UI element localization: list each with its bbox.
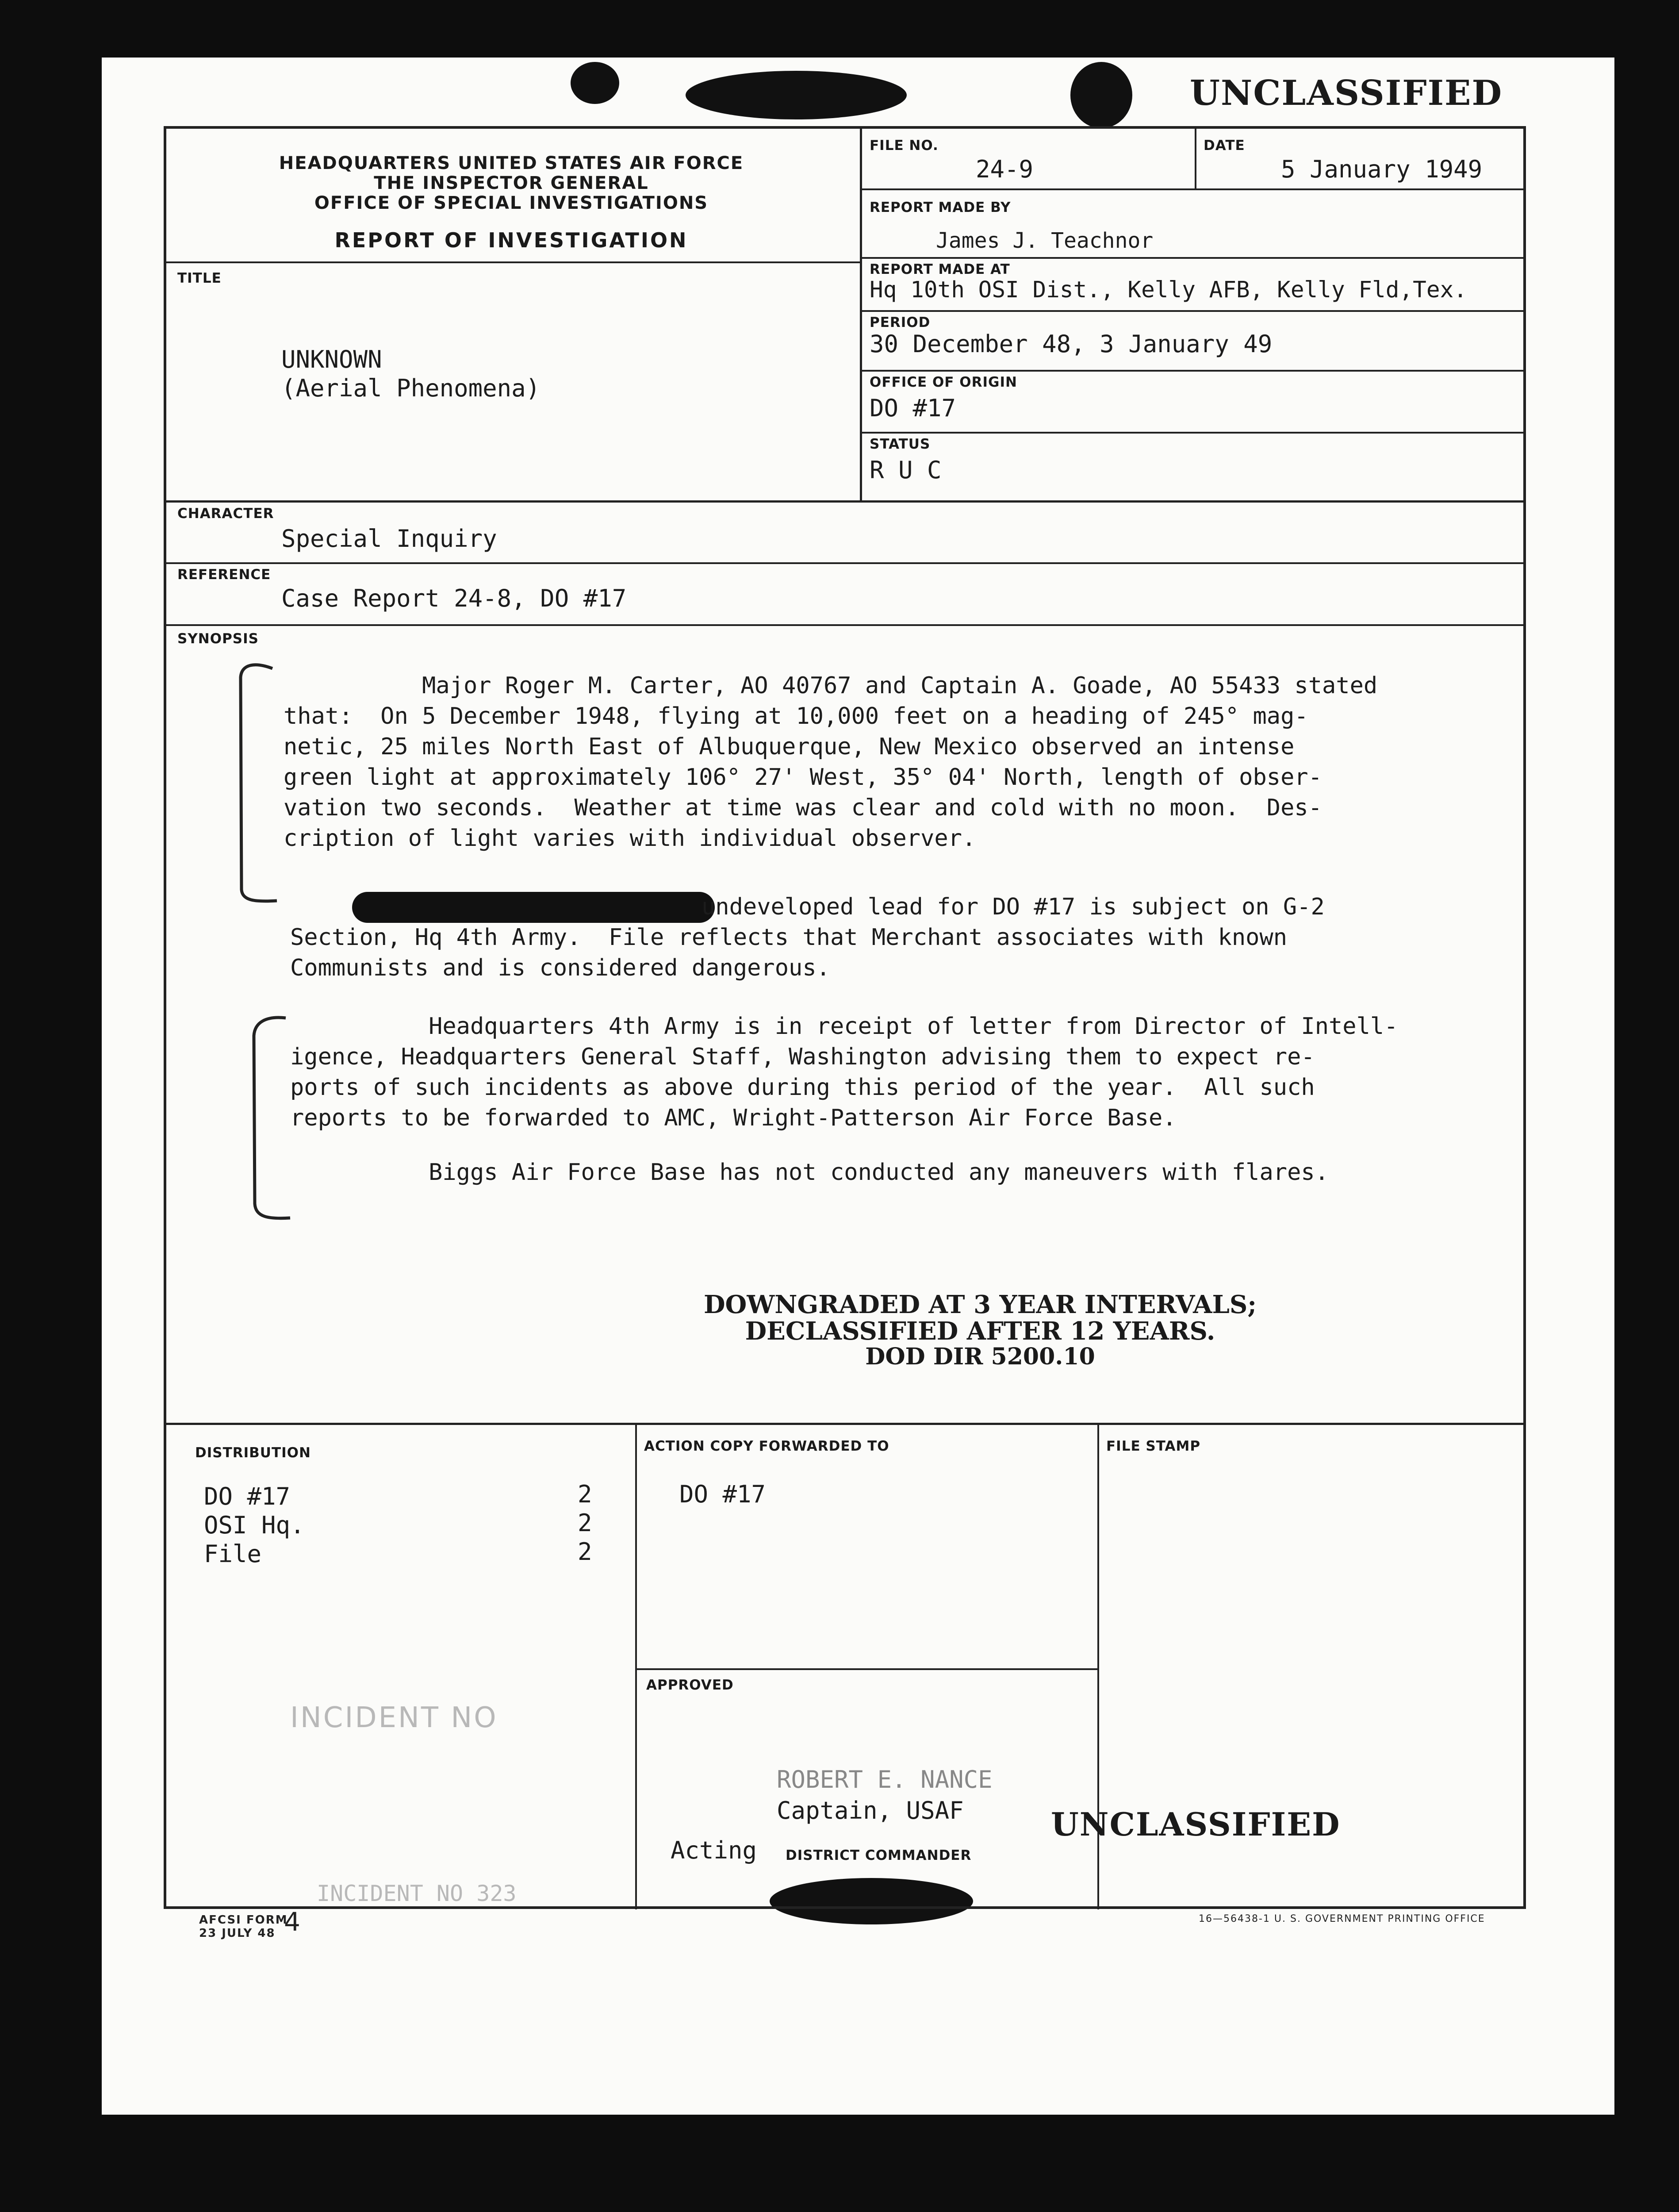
synopsis-label: SYNOPSIS: [177, 631, 259, 647]
bracket-mark: [228, 660, 281, 907]
incident-number-bottom: INCIDENT NO 323: [317, 1881, 517, 1906]
scan-border-left: [0, 0, 102, 2212]
synopsis-paragraph-4: Biggs Air Force Base has not conducted any maneuvers with flares.: [290, 1159, 1329, 1186]
ink-blot: [686, 71, 907, 119]
form-number-line-2: 23 JULY 48: [199, 1927, 276, 1940]
distribution-copies-3: 2: [578, 1538, 592, 1566]
downgrade-stamp-line-2: DECLASSIFIED AFTER 12 YEARS.: [745, 1317, 1215, 1346]
synopsis-paragraph-3: Headquarters 4th Army is in receipt of letter from Director of Intell- igence, Headquarters General Staff, Washington advising them to expect re- ports of such incidents as above during this period of the year. All such reports to be forwarded to AMC, Wright-Patterson Air Force Base.: [290, 1013, 1398, 1131]
ink-blot: [571, 62, 619, 104]
header-line-2: THE INSPECTOR GENERAL: [374, 173, 649, 193]
distribution-copies-2: 2: [578, 1509, 592, 1537]
divider: [166, 562, 1524, 564]
ink-blot: [1070, 62, 1132, 128]
title-line-2: (Aerial Phenomena): [281, 374, 540, 402]
status-value: R U C: [870, 456, 942, 484]
divider: [635, 1423, 637, 1909]
distribution-label: DISTRIBUTION: [195, 1445, 311, 1461]
scan-border-top: [0, 0, 1679, 58]
synopsis-paragraph-2: undeveloped lead for DO #17 is subject on G-2 Section, Hq 4th Army. File reflects that Merchant associates with known Communists and is considered dangerous.: [290, 894, 1325, 981]
classification-stamp-top: UNCLASSIFIED: [1190, 73, 1503, 113]
approver-title: DISTRICT COMMANDER: [786, 1847, 972, 1863]
divider: [861, 370, 1524, 372]
divider: [166, 1423, 1524, 1425]
file-no-value: 24-9: [976, 155, 1034, 183]
title-line-1: UNKNOWN: [281, 346, 382, 373]
distribution-name-2: OSI Hq.: [204, 1511, 305, 1539]
divider: [861, 432, 1524, 434]
scan-border-bottom: [0, 2115, 1679, 2212]
form-number: 4: [284, 1907, 301, 1937]
divider: [860, 129, 862, 500]
file-no-label: FILE NO.: [870, 138, 939, 154]
file-stamp-label: FILE STAMP: [1106, 1438, 1201, 1454]
report-made-at-value: Hq 10th OSI Dist., Kelly AFB, Kelly Fld,Tex.: [870, 277, 1468, 303]
downgrade-stamp-line-3: DOD DIR 5200.10: [865, 1343, 1095, 1370]
approved-label: APPROVED: [646, 1677, 734, 1693]
divider: [1195, 129, 1196, 188]
divider: [166, 261, 861, 263]
bracket-mark: [242, 1014, 295, 1226]
divider: [635, 1668, 1099, 1670]
office-of-origin-label: OFFICE OF ORIGIN: [870, 374, 1017, 390]
period-value: 30 December 48, 3 January 49: [870, 330, 1273, 358]
header-line-3: OFFICE OF SPECIAL INVESTIGATIONS: [314, 193, 709, 213]
approver-acting: Acting: [671, 1836, 757, 1864]
divider: [861, 188, 1524, 190]
action-copy-value: DO #17: [679, 1480, 766, 1508]
reference-value: Case Report 24-8, DO #17: [281, 584, 627, 612]
divider: [166, 500, 1524, 503]
distribution-name-3: File: [204, 1540, 262, 1568]
report-made-at-label: REPORT MADE AT: [870, 261, 1010, 277]
report-made-by-label: REPORT MADE BY: [870, 200, 1011, 215]
divider: [166, 624, 1524, 626]
distribution-copies-1: 2: [578, 1480, 592, 1508]
character-value: Special Inquiry: [281, 525, 497, 553]
period-label: PERIOD: [870, 315, 931, 330]
scan-border-right: [1614, 0, 1679, 2212]
distribution-name-1: DO #17: [204, 1482, 291, 1510]
reference-label: REFERENCE: [177, 567, 271, 583]
report-made-by-value: James J. Teachnor: [936, 228, 1154, 253]
report-form: [164, 126, 1526, 1909]
approver-rank: Captain, USAF: [777, 1797, 964, 1824]
incident-number-stamp: INCIDENT NO: [290, 1701, 498, 1734]
date-label: DATE: [1204, 138, 1245, 154]
divider: [861, 310, 1524, 312]
header-line-1: HEADQUARTERS UNITED STATES AIR FORCE: [279, 153, 744, 173]
title-label: TITLE: [177, 270, 222, 286]
classification-stamp-bottom: UNCLASSIFIED: [1051, 1805, 1341, 1843]
approver-name: ROBERT E. NANCE: [777, 1766, 993, 1793]
synopsis-paragraph-1: Major Roger M. Carter, AO 40767 and Captain A. Goade, AO 55433 stated that: On 5 December 1948, flying at 10,000 feet on a heading of 245° mag- netic, 25 miles North East of Albuquerque, New Mexico observed an intense green light at approximately 106° 27' West, 35° 04' North, length of obser- vation two seconds. Weather at time was clear and cold with no moon. Des- cription of light varies with individual observer.: [284, 672, 1378, 852]
action-copy-label: ACTION COPY FORWARDED TO: [644, 1438, 889, 1454]
divider: [861, 257, 1524, 259]
form-number-line-1: AFCSI FORM: [199, 1913, 288, 1927]
character-label: CHARACTER: [177, 506, 274, 522]
status-label: STATUS: [870, 436, 931, 452]
downgrade-stamp-line-1: DOWNGRADED AT 3 YEAR INTERVALS;: [703, 1290, 1257, 1319]
report-title: REPORT OF INVESTIGATION: [334, 228, 688, 252]
date-value: 5 January 1949: [1281, 155, 1483, 183]
printing-office: 16—56438-1 U. S. GOVERNMENT PRINTING OFFICE: [1199, 1913, 1485, 1924]
office-of-origin-value: DO #17: [870, 394, 956, 422]
